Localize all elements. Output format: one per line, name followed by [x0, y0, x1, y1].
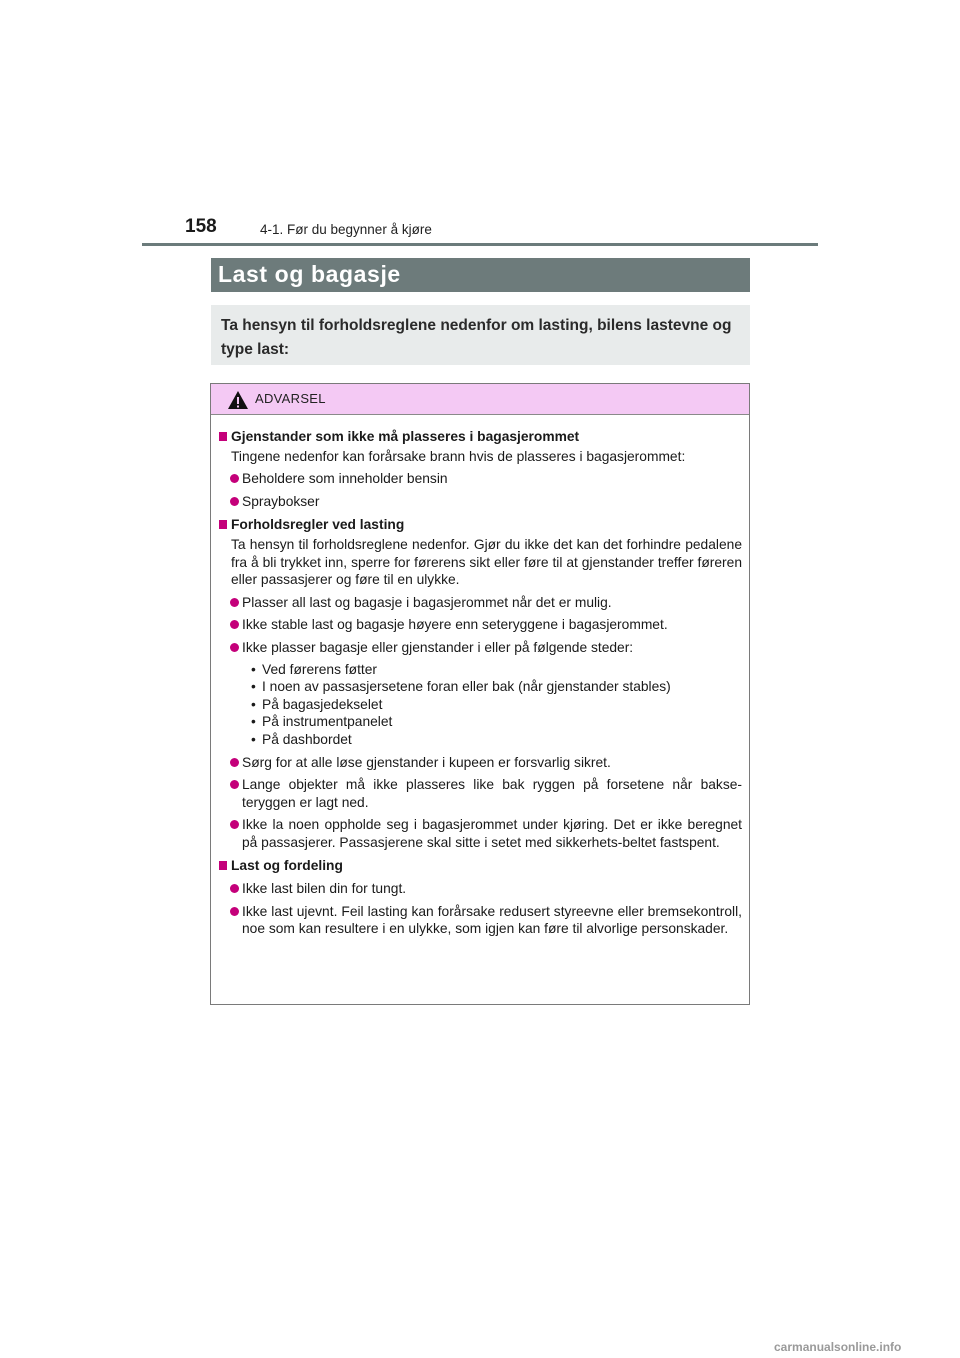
- section-label: 4-1. Før du begynner å kjøre: [260, 222, 432, 237]
- list-item: Plasser all last og bagasje i bagasjerommet når det er mulig.: [219, 594, 742, 612]
- page-number: 158: [185, 216, 217, 237]
- warning-triangle-icon: [227, 390, 249, 410]
- warning-label: ADVARSEL: [255, 391, 326, 406]
- circle-bullet-icon: [230, 758, 239, 767]
- list-item: Ikke last ujevnt. Feil lasting kan forårsake redusert styreevne eller bremsekontroll, noe som kan resultere i en ulykke, som igjen kan føre til alvorlige personskader.: [219, 903, 742, 938]
- watermark: carmanualsonline.info: [774, 1340, 902, 1354]
- sub-list-item: • I noen av passasjersetene foran eller bak (når gjenstander stables): [251, 679, 671, 695]
- section-heading: Forholdsregler ved lasting: [219, 516, 742, 534]
- square-bullet-icon: [219, 432, 227, 441]
- warning-header: [211, 384, 749, 415]
- square-bullet-icon: [219, 520, 227, 529]
- circle-bullet-icon: [230, 884, 239, 893]
- list-item: Ikke plasser bagasje eller gjenstander i eller på følgende steder:: [219, 639, 742, 657]
- sub-list-item: • På dashbordet: [251, 731, 352, 747]
- circle-bullet-icon: [230, 780, 239, 789]
- list-item: Ikke stable last og bagasje høyere enn seteryggene i bagasjerommet.: [219, 616, 742, 634]
- section-text: Ta hensyn til forholdsreglene nedenfor. Gjør du ikke det kan det forhindre pedalene fra å bli trykket inn, sperre for førerens sikt eller føre til at gjenstander treffer føreren eller passasjerer og føre til en ulykke.: [231, 536, 742, 588]
- square-bullet-icon: [219, 861, 227, 870]
- circle-bullet-icon: [230, 620, 239, 629]
- circle-bullet-icon: [230, 598, 239, 607]
- list-item: Spraybokser: [219, 493, 742, 511]
- warning-body: [211, 415, 749, 938]
- list-item: Lange objekter må ikke plasseres like bak ryggen på forsetene når bakse-teryggen er lagt ned.: [219, 776, 742, 811]
- list-item: Ikke last bilen din for tungt.: [219, 880, 742, 898]
- circle-bullet-icon: [230, 907, 239, 916]
- warning-box: [210, 383, 750, 1005]
- circle-bullet-icon: [230, 820, 239, 829]
- sub-list-item: • På bagasjedekselet: [251, 696, 383, 712]
- list-item: Beholdere som inneholder bensin: [219, 470, 742, 488]
- circle-bullet-icon: [230, 474, 239, 483]
- circle-bullet-icon: [230, 643, 239, 652]
- sub-list-item: • På instrumentpanelet: [251, 714, 393, 730]
- section-text: Tingene nedenfor kan forårsake brann hvis de plasseres i bagasjerommet:: [231, 448, 686, 464]
- page-title: Last og bagasje: [211, 258, 750, 292]
- circle-bullet-icon: [230, 497, 239, 506]
- section-heading: Last og fordeling: [219, 857, 742, 875]
- sub-list-item: • Ved førerens føtter: [251, 661, 378, 677]
- list-item: Ikke la noen oppholde seg i bagasjerommet under kjøring. Det er ikke beregnet på passasjerer. Passasjerene skal sitte i setet med sikkerhets-beltet fastspent.: [219, 816, 742, 851]
- intro-text: Ta hensyn til forholdsreglene nedenfor om lasting, bilens lastevne og type last:: [211, 305, 750, 365]
- section-heading: Gjenstander som ikke må plasseres i bagasjerommet: [219, 428, 742, 446]
- header-divider: [142, 243, 818, 246]
- list-item: Sørg for at alle løse gjenstander i kupeen er forsvarlig sikret.: [219, 754, 742, 772]
